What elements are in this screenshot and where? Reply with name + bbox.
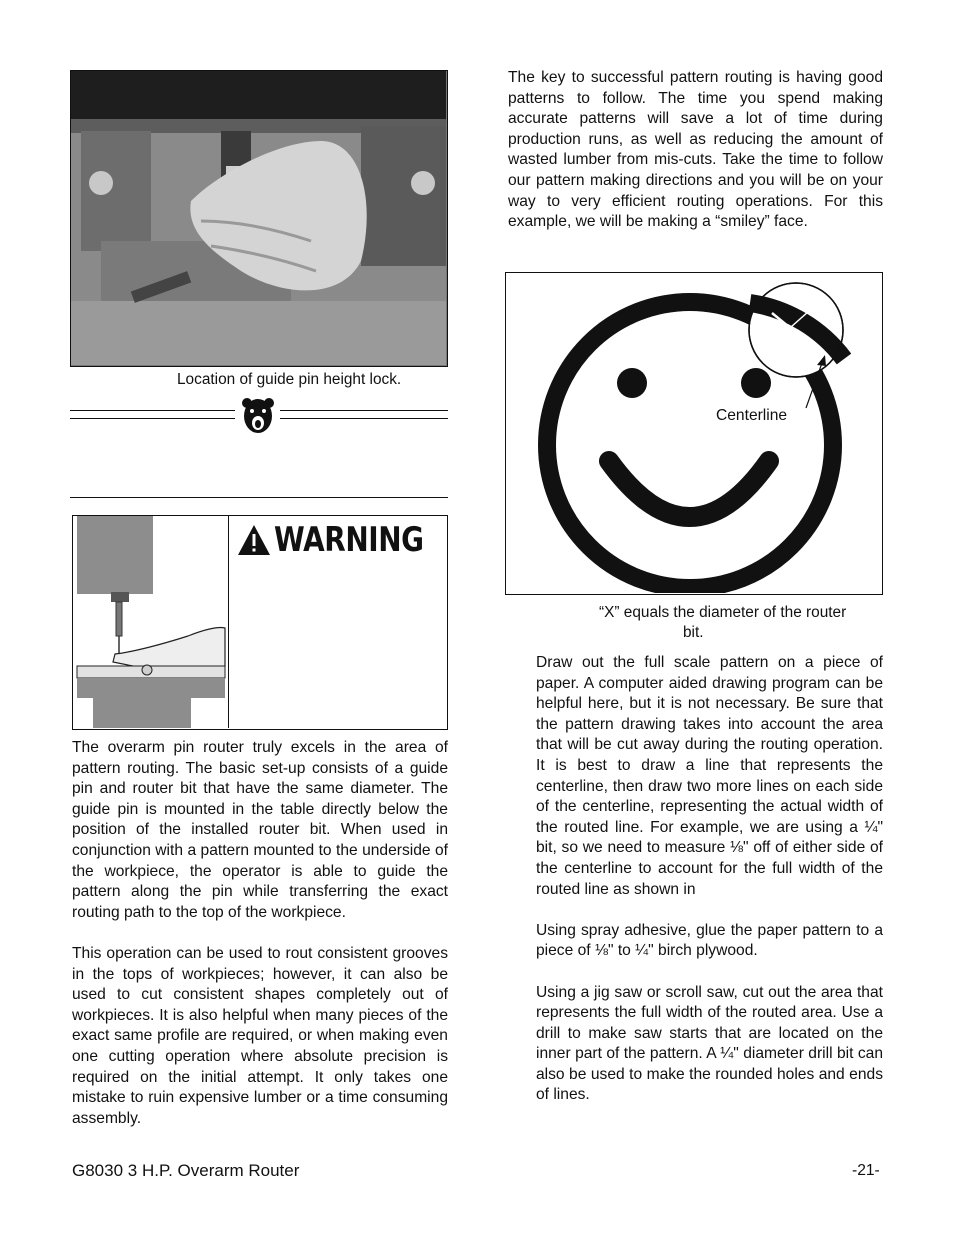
guide-pin-caption: Location of guide pin height lock. xyxy=(177,371,402,388)
section-heading-rule xyxy=(70,497,448,498)
pattern-routing-intro-paragraph: The overarm pin router truly excels in the area of pattern routing. The basic set-up consists of a guide pin and router bit that have the same diameter. The guide pin is mounted in the table directly below the position of the installed router bit. When used in conjunction with a pattern mounted to the underside of the workpiece, the operator is able to guide the pattern along the pin while transferring the exact routing path to the top of the workpiece. xyxy=(72,739,448,921)
warning-label: WARNING xyxy=(274,520,424,560)
right-column-steps xyxy=(536,653,883,1106)
guide-pin-photo xyxy=(70,70,448,367)
divider-right-top xyxy=(280,410,448,411)
right-column-intro xyxy=(508,68,883,233)
smiley-face-diagram xyxy=(506,273,881,593)
divider-left-bottom xyxy=(70,418,235,419)
warning-box xyxy=(72,515,448,730)
guide-pin-photo-illustration xyxy=(71,71,446,365)
pattern-key-paragraph: The key to successful pattern routing is having good patterns to follow. The time you spend making accurate patterns will save a lot of time during production runs, as well as reducing the amount of wasted lumber from mis-cuts. Take the time to follow our pattern making directions and you will be on your way to very efficient routing operations. For this example, we will be making a “smiley” face. xyxy=(508,69,883,231)
warning-illustration xyxy=(73,516,227,728)
step-draw-pattern: Draw out the full scale pattern on a piece of paper. A computer aided drawing program can be helpful here, but it is not necessary. Be sure that the pattern drawing takes into account the area that will be cut away during the routing operation. It is best to draw a line that represents the centerline, then draw two more lines on each side of the centerline, representing the actual width of the routed line. For example, we are using a ¼" bit, so we need to measure ⅛" off of either side of the centerline to account for the full width of the routed line as shown in xyxy=(536,654,883,898)
divider-right-bottom xyxy=(280,418,448,419)
step-glue-pattern: Using spray adhesive, glue the paper pattern to a piece of ⅛" to ¼" birch plywood. xyxy=(536,921,883,960)
bear-logo-icon xyxy=(241,396,275,436)
footer-title: G8030 3 H.P. Overarm Router xyxy=(72,1161,300,1180)
smiley-caption-line2: bit. xyxy=(683,624,704,641)
divider-left-top xyxy=(70,410,235,411)
smiley-pattern-figure xyxy=(505,272,883,595)
smiley-caption-line1: “X” equals the diameter of the router xyxy=(599,604,847,621)
warning-box-divider xyxy=(228,516,229,728)
page-number: -21- xyxy=(852,1162,880,1179)
left-column xyxy=(72,738,448,1129)
centerline-label: Centerline xyxy=(716,407,788,424)
step-cut-pattern: Using a jig saw or scroll saw, cut out the area that represents the full width of the routed area. Use a drill to make saw starts that are located on the inner part of the pattern. A ¼" diameter drill bit can also be used to make the rounded holes and ends of lines. xyxy=(536,983,883,1104)
pattern-routing-uses-paragraph: This operation can be used to rout consistent grooves in the tops of workpieces; however, it can also be used to cut consistent shapes completely out of workpieces. It is also helpful when many pieces of the exact same profile are required, or when making even one cutting operation where absolute precision is required on the initial attempt. It only takes one mistake to ruin expensive lumber or a time consuming assembly. xyxy=(72,944,448,1127)
x-dimension-label: X xyxy=(756,317,767,334)
